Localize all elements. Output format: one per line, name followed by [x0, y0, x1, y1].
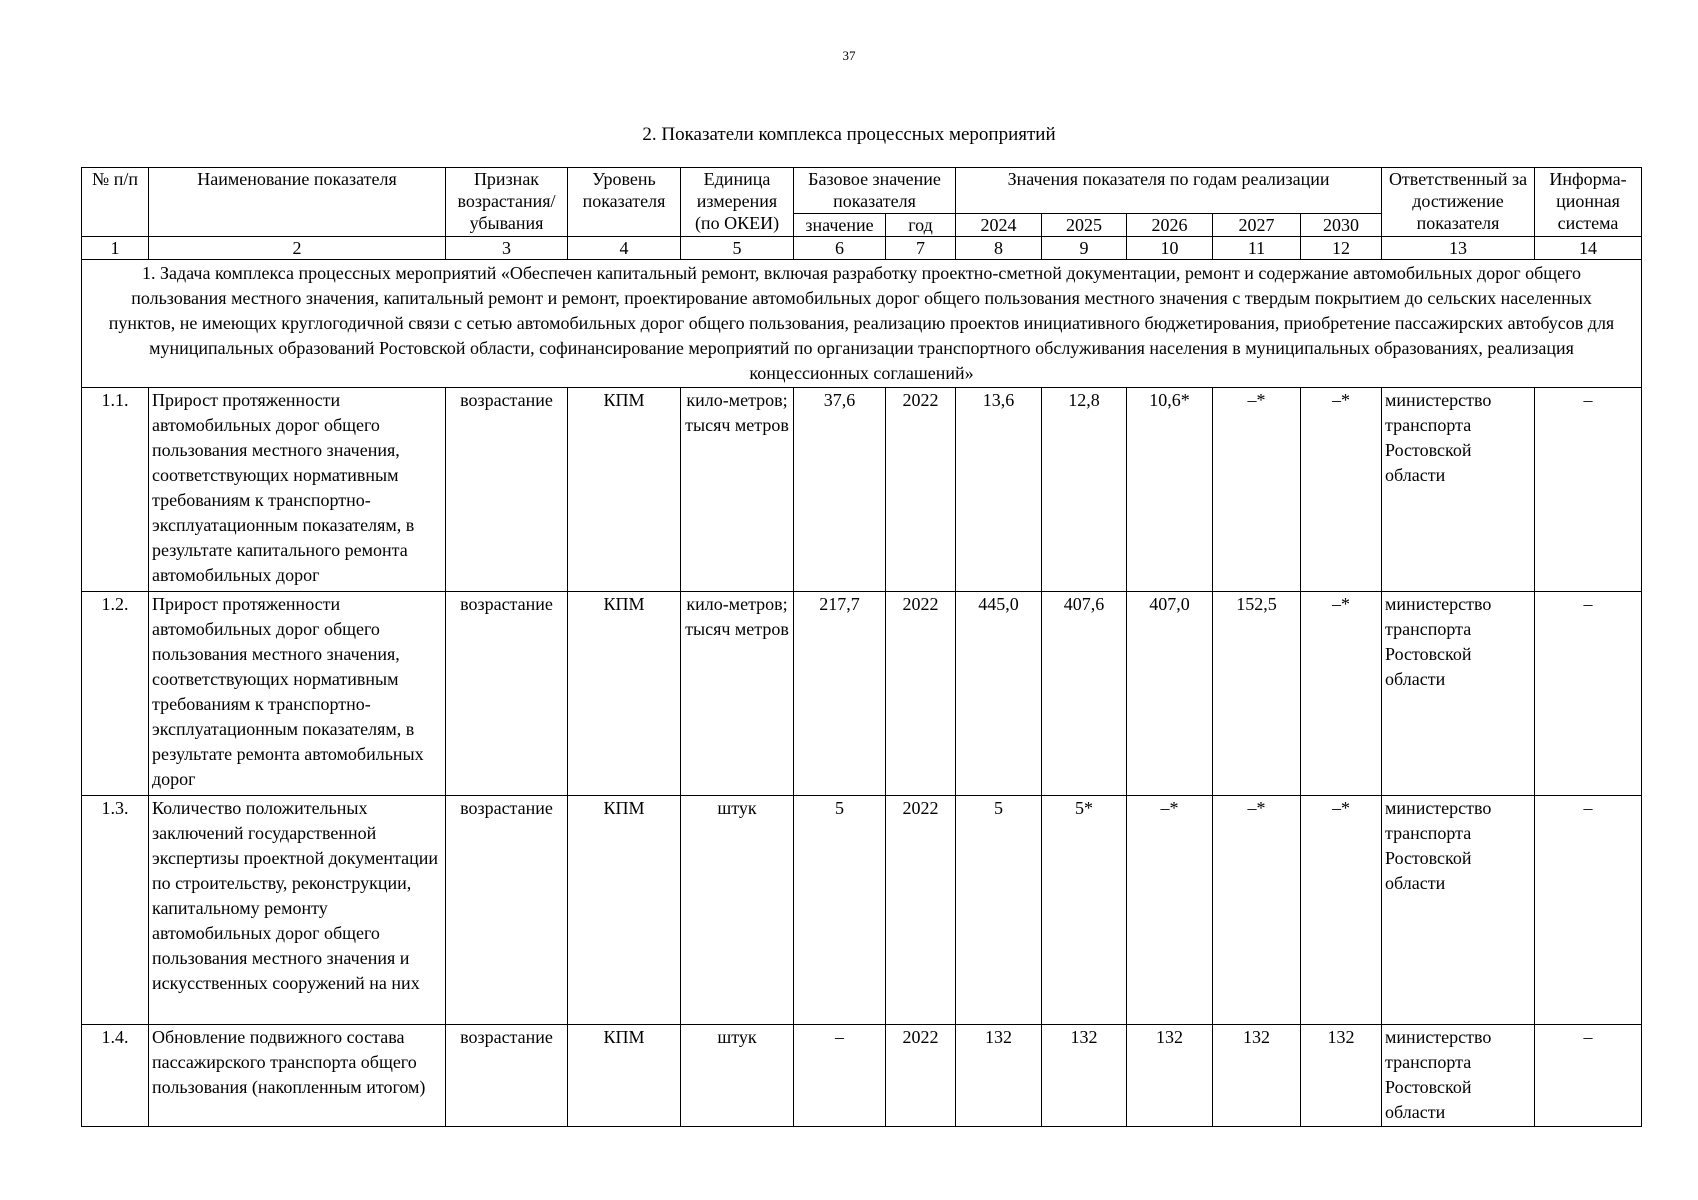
row-num: 1.2. — [82, 592, 149, 796]
row-value-2026: 407,0 — [1127, 592, 1213, 796]
col-number: 11 — [1213, 237, 1301, 260]
header-infosys: Информа- ционная система — [1535, 168, 1642, 237]
row-value-2025: 5* — [1042, 796, 1127, 1025]
row-level: КПМ — [568, 592, 681, 796]
row-infosys: – — [1535, 796, 1642, 1025]
row-level: КПМ — [568, 796, 681, 1025]
row-value-2025: 407,6 — [1042, 592, 1127, 796]
col-number: 1 — [82, 237, 149, 260]
row-value-2024: 5 — [956, 796, 1042, 1025]
row-base-value: 37,6 — [794, 388, 886, 592]
row-infosys: – — [1535, 592, 1642, 796]
col-number: 5 — [681, 237, 794, 260]
row-value-2024: 13,6 — [956, 388, 1042, 592]
row-sign: возрастание — [446, 1025, 568, 1127]
row-unit: штук — [681, 1025, 794, 1127]
row-name: Количество положительных заключений государственной экспертизы проектной документации по строительству, реконструкции, капитальному ремонту автомобильных дорог общего пользования местного значения и искусственных сооружений на них — [149, 796, 446, 1025]
row-value-2024: 132 — [956, 1025, 1042, 1127]
row-value-2027: 152,5 — [1213, 592, 1301, 796]
header-values: Значения показателя по годам реализации — [956, 168, 1382, 214]
row-value-2025: 12,8 — [1042, 388, 1127, 592]
col-number: 9 — [1042, 237, 1127, 260]
header-sign: Признак возрастания/ убывания — [446, 168, 568, 237]
row-num: 1.3. — [82, 796, 149, 1025]
row-responsible: министерство транспорта Ростовской области — [1382, 592, 1535, 796]
header-unit: Единица измерения (по ОКЕИ) — [681, 168, 794, 237]
header-row — [82, 168, 1642, 214]
section-title: 2. Показатели комплекса процессных мероприятий — [642, 124, 1056, 145]
task-row — [82, 260, 1642, 388]
col-number: 14 — [1535, 237, 1642, 260]
col-number: 4 — [568, 237, 681, 260]
page-number: 37 — [842, 48, 856, 63]
row-base-value: 217,7 — [794, 592, 886, 796]
header-base-year: год — [886, 214, 956, 237]
row-unit: кило-метров; тысяч метров — [681, 388, 794, 592]
row-base-year: 2022 — [886, 592, 956, 796]
row-sign: возрастание — [446, 796, 568, 1025]
row-value-2030: 132 — [1301, 1025, 1382, 1127]
row-value-2030: –* — [1301, 388, 1382, 592]
row-name: Прирост протяженности автомобильных дорог общего пользования местного значения, соответствующих нормативным требованиям к транспортно-эксплуатационным показателям, в результате капитального ремонта автомобильных дорог — [149, 388, 446, 592]
row-base-year: 2022 — [886, 388, 956, 592]
header-year-2024: 2024 — [956, 214, 1042, 237]
col-number: 13 — [1382, 237, 1535, 260]
header-base: Базовое значение показателя — [794, 168, 956, 214]
row-value-2027: –* — [1213, 388, 1301, 592]
col-number: 7 — [886, 237, 956, 260]
column-numbers-row — [82, 237, 1642, 260]
header-year-2025: 2025 — [1042, 214, 1127, 237]
table-row — [82, 796, 1642, 1025]
row-level: КПМ — [568, 388, 681, 592]
row-responsible: министерство транспорта Ростовской области — [1382, 388, 1535, 592]
row-value-2026: –* — [1127, 796, 1213, 1025]
header-name: Наименование показателя — [149, 168, 446, 237]
table-row — [82, 592, 1642, 796]
row-value-2027: 132 — [1213, 1025, 1301, 1127]
col-number: 12 — [1301, 237, 1382, 260]
row-infosys: – — [1535, 1025, 1642, 1127]
row-value-2024: 445,0 — [956, 592, 1042, 796]
row-sign: возрастание — [446, 592, 568, 796]
row-unit: кило-метров; тысяч метров — [681, 592, 794, 796]
header-base-value: значение — [794, 214, 886, 237]
header-year-2030: 2030 — [1301, 214, 1382, 237]
col-number: 3 — [446, 237, 568, 260]
row-name: Обновление подвижного состава пассажирского транспорта общего пользования (накопленным итогом) — [149, 1025, 446, 1127]
row-value-2030: –* — [1301, 592, 1382, 796]
row-level: КПМ — [568, 1025, 681, 1127]
col-number: 2 — [149, 237, 446, 260]
row-responsible: министерство транспорта Ростовской области — [1382, 1025, 1535, 1127]
row-value-2026: 10,6* — [1127, 388, 1213, 592]
row-base-value: 5 — [794, 796, 886, 1025]
header-level: Уровень показателя — [568, 168, 681, 237]
col-number: 10 — [1127, 237, 1213, 260]
row-base-year: 2022 — [886, 796, 956, 1025]
row-num: 1.4. — [82, 1025, 149, 1127]
col-number: 6 — [794, 237, 886, 260]
row-sign: возрастание — [446, 388, 568, 592]
indicators-table — [81, 167, 1642, 1127]
row-value-2027: –* — [1213, 796, 1301, 1025]
header-year-2026: 2026 — [1127, 214, 1213, 237]
row-name: Прирост протяженности автомобильных дорог общего пользования местного значения, соответствующих нормативным требованиям к транспортно-эксплуатационным показателям, в результате ремонта автомобильных дорог — [149, 592, 446, 796]
row-infosys: – — [1535, 388, 1642, 592]
row-value-2030: –* — [1301, 796, 1382, 1025]
header-responsible: Ответственный за достижение показателя — [1382, 168, 1535, 237]
row-value-2025: 132 — [1042, 1025, 1127, 1127]
table-row — [82, 388, 1642, 592]
row-value-2026: 132 — [1127, 1025, 1213, 1127]
row-base-year: 2022 — [886, 1025, 956, 1127]
table-row — [82, 1025, 1642, 1127]
row-responsible: министерство транспорта Ростовской области — [1382, 796, 1535, 1025]
row-num: 1.1. — [82, 388, 149, 592]
row-unit: штук — [681, 796, 794, 1025]
col-number: 8 — [956, 237, 1042, 260]
header-num: № п/п — [82, 168, 149, 237]
row-base-value: – — [794, 1025, 886, 1127]
header-year-2027: 2027 — [1213, 214, 1301, 237]
task-description: 1. Задача комплекса процессных мероприятий «Обеспечен капитальный ремонт, включая разработку проектно-сметной документации, ремонт и содержание автомобильных дорог общего пользования местного значения, капитальный ремонт и ремонт, проектирование автомобильных дорог общего пользования местного значения с твердым покрытием до сельских населенных пунктов, не имеющих круглогодичной связи с сетью автомобильных дорог общего пользования, реализацию проектов инициативного бюджетирования, приобретение пассажирских автобусов для муниципальных образований Ростовской области, софинансирование мероприятий по организации транспортного обслуживания населения в муниципальных образованиях, реализация концессионных соглашений» — [82, 260, 1642, 388]
